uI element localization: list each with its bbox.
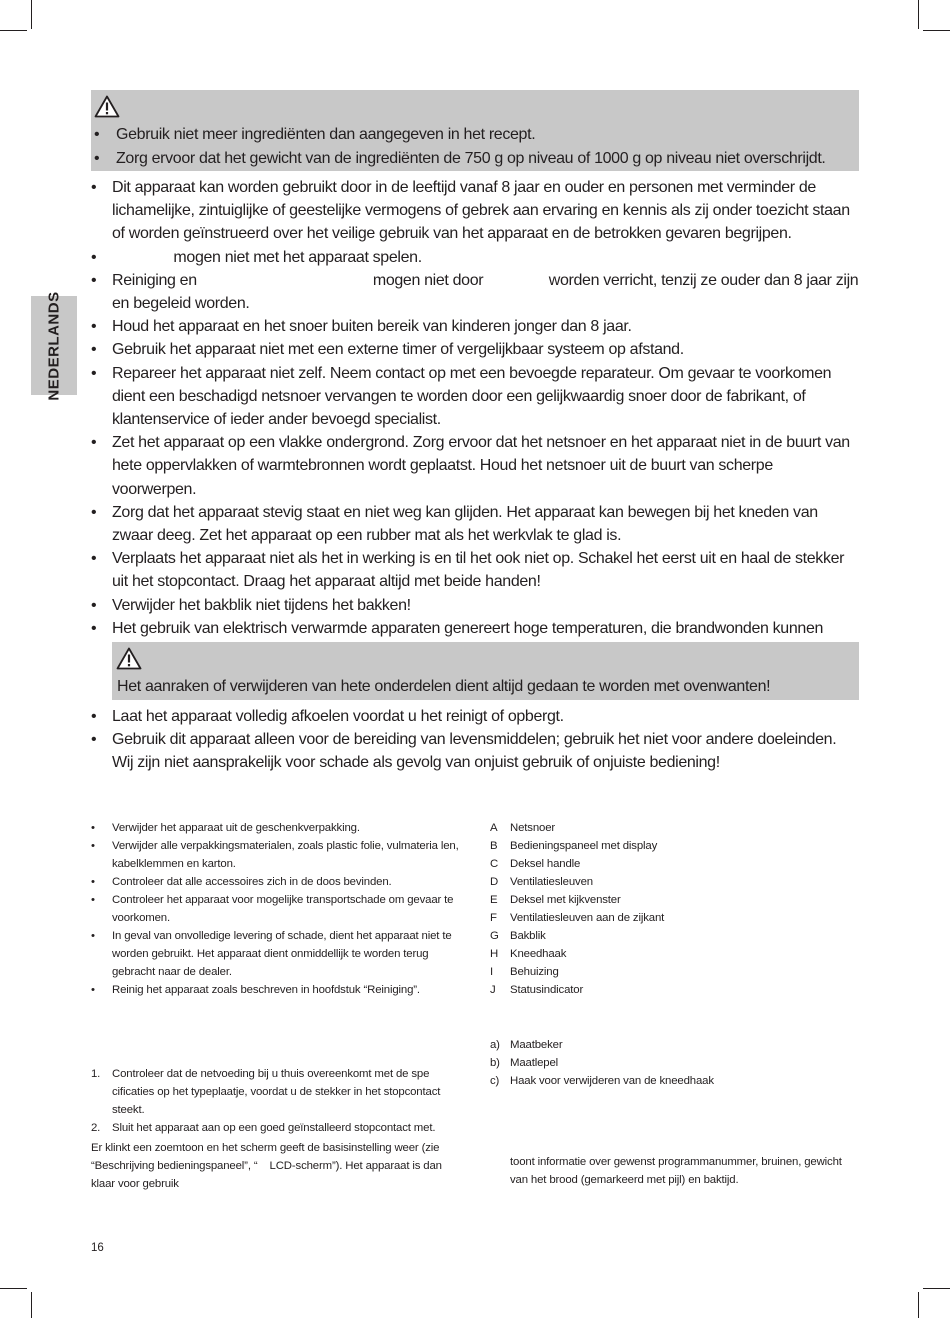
warning-triangle-icon — [116, 647, 142, 670]
warning-triangle-icon — [94, 95, 120, 118]
list-item: I Behuizing — [490, 966, 559, 978]
display-note: toont informatie over gewenst programmanummer, bruinen, gewicht van het brood (gemarkeerd met pijl) en baktijd. — [510, 1156, 842, 1186]
list-item: a) Maatbeker — [490, 1039, 563, 1051]
list-item: B Bedieningspaneel met display — [490, 840, 658, 852]
connection-note: Er klinkt een zoemtoon en het scherm geeft de basisinstelling weer (zie “Beschrijving bedieningspaneel”, “ LCD-scherm”). Het apparaat is dan klaar voor gebruik — [91, 1142, 445, 1190]
language-tab-label: NEDERLANDS — [45, 290, 63, 401]
list-item: E Deksel met kijkvenster — [490, 894, 621, 906]
page-number: 16 — [91, 1242, 104, 1254]
safety-list-2 — [91, 705, 861, 775]
list-item: • Reinig het apparaat zoals beschreven in hoofdstuk “Reiniging”. — [91, 984, 420, 996]
crop-mark — [918, 0, 919, 29]
list-item: • Houd het apparaat en het snoer buiten bereik van kinderen jonger dan 8 jaar. — [91, 318, 632, 336]
list-item: • Verwijder het apparaat uit de geschenkverpakking. — [91, 822, 360, 834]
list-item: • Gebruik het apparaat niet met een externe timer of vergelijkbaar systeem op afstand. — [91, 341, 684, 359]
list-item: 1. Controleer dat de netvoeding bij u thuis overeenkomt met de spe cificaties op het typeplaatje, voordat u de stekker in het stopcontact steekt. — [91, 1068, 441, 1116]
list-item: • Controleer het apparaat voor mogelijke transportschade om gevaar te voorkomen. — [91, 894, 454, 924]
crop-mark — [31, 1292, 32, 1318]
language-tab — [31, 290, 77, 401]
unpacking-list — [91, 819, 463, 999]
crop-mark — [0, 1288, 27, 1289]
list-item: • Zorg dat het apparaat stevig staat en niet weg kan glijden. Het apparaat kan bewegen bij het kneden van zwaar deeg. Zet het apparaat op een rubber mat als het werkvlak te glad is. — [91, 503, 818, 545]
parts-list — [490, 819, 860, 999]
list-item: C Deksel handle — [490, 858, 581, 870]
list-item: 2. Sluit het apparaat aan op een goed geïnstalleerd stopcontact met. — [91, 1122, 436, 1134]
list-item: A Netsnoer — [490, 822, 556, 834]
list-item: b) Maatlepel — [490, 1057, 559, 1069]
list-item: • Reiniging en mogen niet door worden verricht, tenzij ze ouder dan 8 jaar zijn en begeleid worden. — [91, 271, 863, 313]
list-item: • Verplaats het apparaat niet als het in werking is en til het ook niet op. Schakel het eerst uit en haal de stekker uit het stopcontact. Draag het apparaat altijd met beide handen! — [91, 550, 845, 591]
list-item: • Zet het apparaat op een vlakke ondergrond. Zorg ervoor dat het netsnoer en het apparaat niet in de buurt van hete oppervlakken of warmtebronnen wordt geplaatst. Houd het netsnoer uit de buurt van scherpe voorwerpen. — [91, 434, 850, 498]
crop-mark — [923, 30, 950, 31]
warning-mid-text: Het aanraken of verwijderen van hete onderdelen dient altijd gedaan te worden met ovenwanten! — [117, 678, 771, 695]
crop-mark — [31, 0, 32, 29]
list-item: H Kneedhaak — [490, 948, 567, 960]
list-item: • Repareer het apparaat niet zelf. Neem contact op met een bevoegde reparateur. Om gevaar te voorkomen dient een beschadigd netsnoer vervangen te worden door een gelijkwaardig snoer door de fabrikant, of klantenservice of ieder ander bevoegd specialist. — [91, 364, 832, 429]
list-item: c) Haak voor verwijderen van de kneedhaak — [490, 1075, 714, 1087]
connection-steps — [91, 1065, 463, 1137]
list-item: • mogen niet met het apparaat spelen. — [91, 248, 422, 266]
list-item: • Gebruik dit apparaat alleen voor de bereiding van levensmiddelen; gebruik het niet voor andere doeleinden. Wij zijn niet aansprakelijk voor schade als gevolg van onjuist gebruik of onjuiste bediening! — [91, 731, 837, 772]
list-item: G Bakblik — [490, 930, 546, 942]
list-item: • Laat het apparaat volledig afkoelen voordat u het reinigt of opbergt. — [91, 708, 564, 725]
list-item: F Ventilatiesleuven aan de zijkant — [490, 912, 665, 924]
crop-mark — [918, 1292, 919, 1318]
crop-mark — [923, 1288, 950, 1289]
warning-top-item: • Zorg ervoor dat het gewicht van de ingrediënten de 750 g op niveau of 1000 g op niveau niet overschrijdt. — [94, 150, 826, 167]
accessories-list — [490, 1036, 860, 1090]
list-item: • Verwijder alle verpakkingsmaterialen, zoals plastic folie, vulmateria len, kabelklemmen en karton. — [91, 840, 459, 870]
safety-list — [91, 176, 861, 663]
list-item: J Statusindicator — [490, 984, 584, 996]
crop-mark — [0, 30, 27, 31]
list-item: D Ventilatiesleuven — [490, 876, 593, 888]
list-item: • Het gebruik van elektrisch verwarmde apparaten genereert hoge temperaturen, die brandwonden kunnen — [91, 619, 824, 637]
list-item: • Verwijder het bakblik niet tijdens het bakken! — [91, 596, 411, 614]
list-item: • Controleer dat alle accessoires zich in de doos bevinden. — [91, 876, 392, 888]
list-item: • In geval van onvolledige levering of schade, dient het apparaat niet te worden gebruikt. Het apparaat dient onmiddellijk te worden terug gebracht naar de dealer. — [91, 930, 452, 978]
list-item: • Dit apparaat kan worden gebruikt door in de leeftijd vanaf 8 jaar en ouder en personen met verminder de lichamelijke, zintuiglijke of geestelijke vermogens of gebrek aan ervaring en kennis als zij onder toezicht staan of worden geïnstrueerd over het veilige gebruik van het apparaat en de betrokken gevaren begrijpen. — [91, 179, 850, 243]
warning-top-item: • Gebruik niet meer ingrediënten dan aangegeven in het recept. — [94, 126, 536, 143]
